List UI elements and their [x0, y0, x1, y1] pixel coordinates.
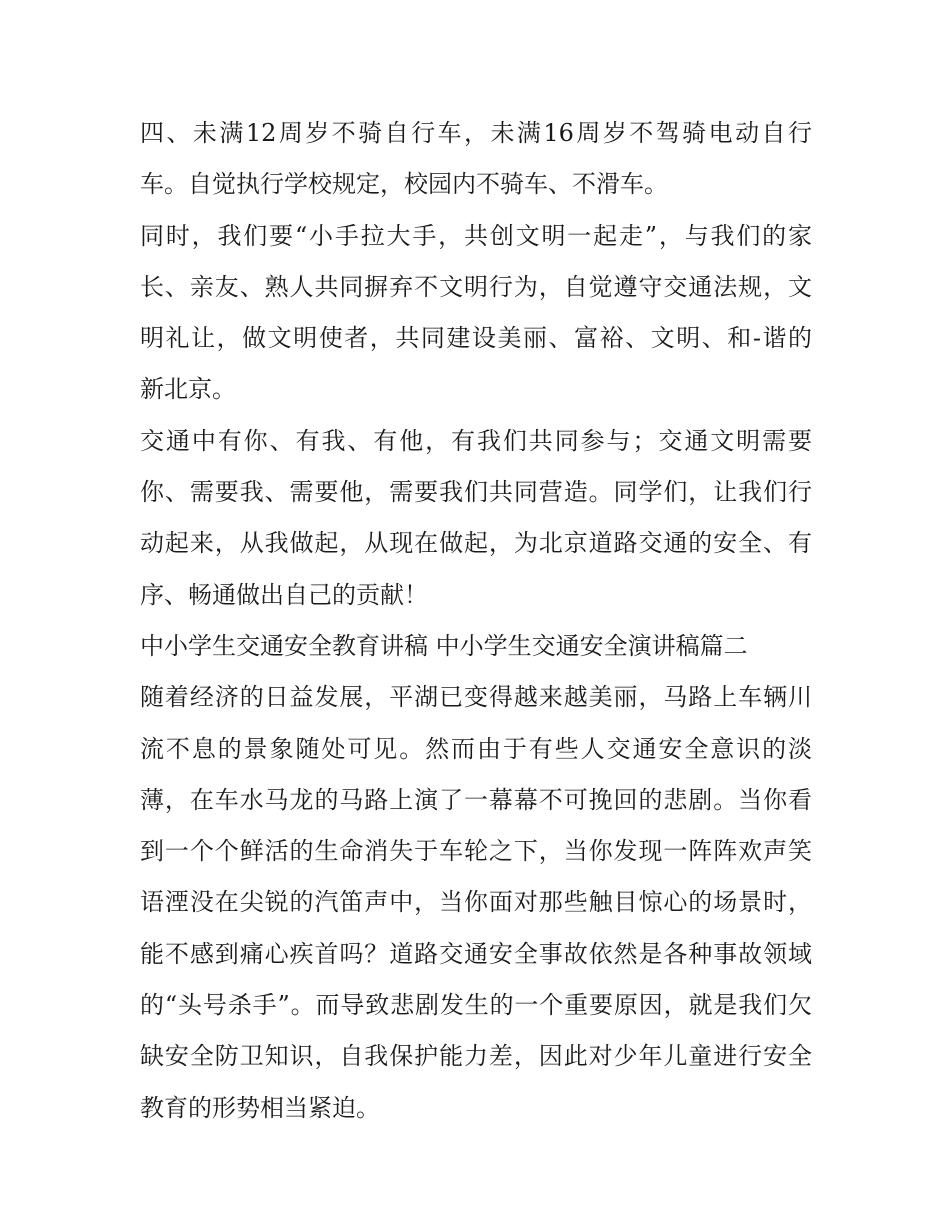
- text-line: 缺安全防卫知识，自我保护能力差，因此对少年儿童进行安全: [140, 1042, 812, 1071]
- text-line: 新北京。: [140, 375, 236, 404]
- heading-line: 中小学生交通安全教育讲稿 中小学生交通安全演讲稿篇二: [140, 631, 748, 660]
- text-line: 教育的形势相当紧迫。: [140, 1093, 380, 1122]
- text-line: 的“头号杀手”。而导致悲剧发生的一个重要原因，就是我们欠: [140, 991, 812, 1020]
- text-line: 能不感到痛心疾首吗？道路交通安全事故依然是各种事故领域: [140, 939, 812, 968]
- text-line: 长、亲友、熟人共同摒弃不文明行为，自觉遵守交通法规，文: [140, 272, 812, 301]
- section-heading: [140, 621, 812, 672]
- document-body: [140, 108, 812, 1134]
- text-line: 你、需要我、需要他，需要我们共同营造。同学们，让我们行: [140, 478, 812, 507]
- text-line: 动起来，从我做起，从现在做起，为北京道路交通的安全、有: [140, 529, 812, 558]
- paragraph-5: [140, 672, 812, 1134]
- text-line: 语湮没在尖锐的汽笛声中，当你面对那些触目惊心的场景时，: [140, 888, 812, 917]
- text-line: 薄，在车水马龙的马路上演了一幕幕不可挽回的悲剧。当你看: [140, 785, 812, 814]
- text-line: 明礼让，做文明使者，共同建设美丽、富裕、文明、和-谐的: [140, 324, 812, 353]
- text-line: 同时，我们要“小手拉大手，共创文明一起走”，与我们的家: [140, 221, 812, 250]
- text-line: 四、未满12周岁不骑自行车，未满16周岁不驾骑电动自行: [140, 119, 812, 147]
- text-line: 交通中有你、有我、有他，有我们共同参与；交通文明需要: [140, 426, 812, 455]
- text-line: 流不息的景象随处可见。然而由于有些人交通安全意识的淡: [140, 734, 812, 763]
- text-line: 随着经济的日益发展，平湖已变得越来越美丽，马路上车辆川: [140, 683, 812, 712]
- paragraph-1: [140, 108, 812, 211]
- paragraph-2: [140, 211, 812, 416]
- text-line: 序、畅通做出自己的贡献！: [140, 580, 428, 609]
- paragraph-3: [140, 416, 812, 621]
- text-line: 车。自觉执行学校规定，校园内不骑车、不滑车。: [140, 170, 668, 199]
- text-line: 到一个个鲜活的生命消失于车轮之下，当你发现一阵阵欢声笑: [140, 837, 812, 866]
